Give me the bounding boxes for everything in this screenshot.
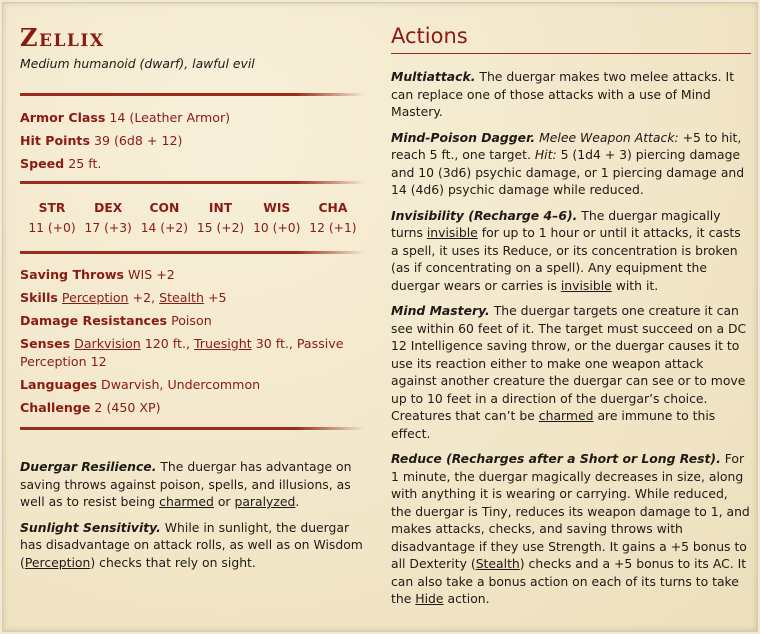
action-reduce [391,450,751,608]
action-text: are immune to this effect. [391,408,716,441]
divider [20,251,365,254]
languages-label: Languages [20,377,98,392]
speed-label: Speed [20,156,65,171]
ability-cha [307,200,359,237]
ability-value: 15 (+2) [196,221,245,235]
trait-text: or [217,494,231,509]
invisible-link[interactable]: invisible [560,277,612,293]
skills [20,289,365,307]
stat-block [2,2,758,632]
armor-class [20,109,365,127]
actions-divider [391,53,751,54]
attack-type: Melee Weapon Attack: [539,129,679,145]
action-text: The duergar magically turns [391,207,721,240]
action-text: action. [447,591,490,606]
armor-class-label: Armor Class [20,110,106,125]
action-mind-mastery [391,302,751,442]
perception-bonus: +2, [132,290,156,305]
perception-link[interactable]: Perception [24,554,91,570]
action-text: +5 to hit, reach 5 ft., one target. [391,129,742,162]
ability-value: 11 (+0) [28,221,76,235]
senses [20,335,365,371]
ability-label: CHA [318,201,348,215]
saving-throws-label: Saving Throws [20,267,125,282]
monster-name: Zellix [20,23,105,52]
truesight-link[interactable]: Truesight [193,336,252,351]
saving-throws-value: WIS +2 [128,267,175,282]
ability-label: WIS [263,201,291,215]
action-name: Reduce (Recharges after a Short or Long Rest). [391,451,721,466]
darkvision-link[interactable]: Darkvision [74,336,141,351]
divider [20,427,365,430]
languages-value: Dwarvish, Undercommon [101,377,261,392]
trait-duergar-resilience [20,458,365,511]
senses-label: Senses [20,336,71,351]
stat-block-left-column [20,23,365,579]
ability-label: CON [149,201,180,215]
ability-wis [251,200,303,237]
senses-rest: 30 ft., Passive Perception 12 [20,336,344,369]
saving-throws [20,266,365,284]
ability-con [138,200,190,237]
challenge-label: Challenge [20,400,91,415]
ability-value: 10 (+0) [253,221,301,235]
ability-label: STR [38,201,66,215]
action-name: Invisibility (Recharge 4–6). [391,207,578,223]
trait-text: While in sunlight, the duergar has disadvantage on attack rolls, as well as on Wisdom ( [20,519,363,570]
hit-points-value: 39 (6d8 + 12) [93,133,183,148]
skills-label: Skills [20,290,58,305]
trait-text: ) checks that rely on sight. [90,554,256,570]
action-text: The duergar makes two melee attacks. It can replace one of those attacks with a use of Mind Mastery. [391,69,735,119]
actions-heading: Actions [391,24,468,48]
stealth-link[interactable]: Stealth [475,556,520,571]
challenge-value: 2 (450 XP) [94,400,161,415]
hit-points [20,132,365,150]
charmed-link[interactable]: charmed [538,408,594,423]
armor-class-value: 14 (Leather Armor) [109,110,231,125]
speed-value: 25 ft. [68,156,102,171]
action-text: for up to 1 hour or until it attacks, it casts a spell, it uses its Reduce, or its concentration is broken (as if concentrating on a spell). Any equipment the duergar wears or carries is [391,225,741,293]
ability-value: 14 (+2) [140,221,189,235]
languages [20,376,365,394]
stat-block-right-column [391,23,751,616]
action-mind-poison-dagger [391,129,751,199]
stealth-link[interactable]: Stealth [159,290,204,305]
action-text: The duergar targets one creature it can see within 60 feet of it. The target must succeed on a DC 12 Intelligence saving throw, or the duergar causes it to use its reaction either to make one weapon attack against another creature the duergar can see or to move up to 10 feet in a direction of the duergar’s choice. Creatures that can’t be [391,303,747,423]
ability-label: DEX [94,201,123,215]
action-text: 5 (1d4 + 3) piercing damage and 10 (3d6) psychic damage, or 1 piercing damage and 14 (4d6) psychic damage while reduced. [391,147,745,197]
stealth-bonus: +5 [207,290,227,305]
action-name: Mind Mastery. [391,303,490,318]
action-name: Mind-Poison Dagger. [391,129,536,145]
trait-sunlight-sensitivity [20,519,365,572]
action-name: Multiattack. [391,69,476,84]
ability-label: INT [208,201,233,215]
action-text: ) checks and a +5 bonus to its AC. It can also take a bonus action on each of its turns to take the [391,556,747,606]
challenge [20,399,365,417]
action-text: with it. [615,277,659,293]
damage-resistances-label: Damage Resistances [20,313,168,328]
ability-value: 12 (+1) [309,221,357,235]
trait-text: The duergar has advantage on saving throws against poison, spells, and illusions, as well as to resist being [20,459,352,509]
ability-dex [82,200,134,237]
trait-text: . [295,494,300,509]
hit-label: Hit: [534,147,557,162]
hit-points-label: Hit Points [20,133,90,148]
paralyzed-link[interactable]: paralyzed [234,494,296,509]
damage-resistances-value: Poison [171,313,212,328]
perception-link[interactable]: Perception [61,290,129,305]
action-invisibility [391,207,751,295]
hide-link[interactable]: Hide [415,591,444,606]
darkvision-range: 120 ft., [144,336,190,351]
monster-subtitle: Medium humanoid (dwarf), lawful evil [20,56,255,71]
ability-str [26,200,78,237]
ability-value: 17 (+3) [84,221,132,235]
damage-resistances [20,312,365,330]
trait-name: Sunlight Sensitivity. [20,519,161,535]
speed [20,155,365,173]
charmed-link[interactable]: charmed [159,494,214,509]
ability-scores [20,200,365,237]
trait-name: Duergar Resilience. [20,459,157,474]
ability-int [195,200,247,237]
action-multiattack [391,68,751,121]
divider [20,93,365,96]
action-text: For 1 minute, the duergar magically decreases in size, along with anything it is wearing or carrying. While reduced, the duergar is Tiny, reduces its weapon damage to 1, and makes attacks, checks, and saving throws with disadvantage if they use Strength. It gains a +5 bonus to all Dexterity ( [391,451,750,571]
invisible-link[interactable]: invisible [426,225,478,240]
divider [20,181,365,184]
